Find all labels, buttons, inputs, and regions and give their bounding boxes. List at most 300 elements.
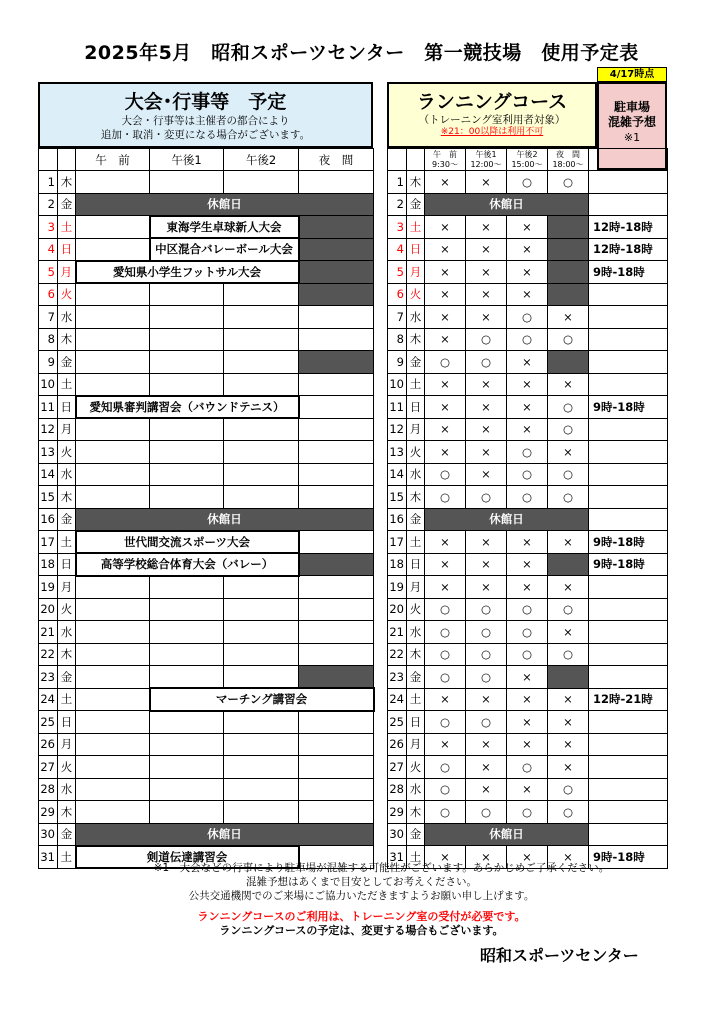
weekday: 日 xyxy=(58,711,76,734)
table-row xyxy=(388,733,668,756)
parking-header-note: ※1 xyxy=(623,131,641,144)
day-number: 31 xyxy=(39,846,58,869)
day-number: 4 xyxy=(39,238,58,261)
empty-cell xyxy=(76,576,150,599)
weekday: 土 xyxy=(58,216,76,239)
availability-mark: × xyxy=(466,306,507,329)
empty-cell xyxy=(150,801,224,824)
table-row xyxy=(39,216,374,239)
parking-cell xyxy=(589,193,668,216)
empty-cell xyxy=(76,643,150,666)
weekday: 月 xyxy=(58,733,76,756)
empty-cell xyxy=(150,733,224,756)
empty-cell xyxy=(299,756,374,779)
day-number: 27 xyxy=(388,756,407,779)
availability-mark: × xyxy=(507,238,548,261)
table-row xyxy=(39,823,374,846)
table-row xyxy=(39,778,374,801)
day-number: 3 xyxy=(39,216,58,239)
availability-mark: × xyxy=(507,283,548,306)
table-row xyxy=(39,396,374,419)
availability-mark: × xyxy=(548,756,589,779)
table-row xyxy=(39,688,374,711)
day-number: 14 xyxy=(39,463,58,486)
availability-mark: × xyxy=(425,373,466,396)
empty-cell xyxy=(76,418,150,441)
empty-cell xyxy=(150,643,224,666)
availability-mark: × xyxy=(507,261,548,284)
event-cell: 愛知県審判講習会（バウンドテニス） xyxy=(76,396,299,419)
event-cell: 愛知県小学生フットサル大会 xyxy=(76,261,299,284)
column-header: 午後1 xyxy=(150,149,224,171)
availability-mark: ○ xyxy=(507,643,548,666)
day-number: 27 xyxy=(39,756,58,779)
day-number: 15 xyxy=(39,486,58,509)
empty-cell xyxy=(150,351,224,374)
availability-mark: ○ xyxy=(548,463,589,486)
table-row xyxy=(39,553,374,576)
empty-cell xyxy=(150,756,224,779)
events-header-row xyxy=(39,149,374,171)
empty-cell xyxy=(224,621,299,644)
weekday: 月 xyxy=(407,576,425,599)
availability-mark: ○ xyxy=(466,351,507,374)
table-row xyxy=(39,576,374,599)
day-number: 20 xyxy=(388,598,407,621)
table-row xyxy=(39,306,374,329)
empty-cell xyxy=(224,666,299,689)
parking-cell xyxy=(589,756,668,779)
day-number: 7 xyxy=(388,306,407,329)
table-row xyxy=(388,486,668,509)
availability-mark: ○ xyxy=(507,621,548,644)
column-header-label: 午 前 xyxy=(433,149,457,159)
empty-cell xyxy=(76,216,150,239)
parking-cell: 9時-18時 xyxy=(589,396,668,419)
empty-cell xyxy=(76,463,150,486)
availability-mark: × xyxy=(425,396,466,419)
events-header xyxy=(38,82,373,148)
empty-cell xyxy=(150,283,224,306)
table-row xyxy=(39,531,374,554)
unavailable-cell xyxy=(299,666,374,689)
weekday: 土 xyxy=(407,846,425,869)
column-header: 午後2 xyxy=(224,149,299,171)
weekday: 火 xyxy=(58,283,76,306)
weekday: 火 xyxy=(407,756,425,779)
availability-mark: ○ xyxy=(425,711,466,734)
availability-mark: × xyxy=(507,396,548,419)
weekday: 土 xyxy=(407,531,425,554)
weekday: 木 xyxy=(407,801,425,824)
empty-cell xyxy=(224,171,299,194)
availability-mark: ○ xyxy=(548,778,589,801)
parking-cell xyxy=(589,733,668,756)
availability-mark: ○ xyxy=(425,486,466,509)
empty-cell xyxy=(299,373,374,396)
table-row xyxy=(39,373,374,396)
availability-mark: ○ xyxy=(425,756,466,779)
weekday: 火 xyxy=(407,598,425,621)
table-row xyxy=(39,598,374,621)
weekday: 土 xyxy=(58,531,76,554)
day-number: 1 xyxy=(388,171,407,194)
parking-cell xyxy=(589,711,668,734)
empty-cell xyxy=(299,441,374,464)
empty-cell xyxy=(76,238,150,261)
unavailable-cell xyxy=(299,261,374,284)
parking-cell xyxy=(589,328,668,351)
availability-mark: ○ xyxy=(466,801,507,824)
organization-name: 昭和スポーツセンター xyxy=(480,946,639,965)
availability-mark: × xyxy=(548,711,589,734)
table-row xyxy=(39,418,374,441)
weekday: 火 xyxy=(407,441,425,464)
availability-mark: × xyxy=(507,216,548,239)
table-row xyxy=(388,531,668,554)
empty-cell xyxy=(299,621,374,644)
column-header-time: 18:00～ xyxy=(552,159,584,169)
unavailable-cell xyxy=(548,261,589,284)
table-row xyxy=(388,441,668,464)
empty-cell xyxy=(150,373,224,396)
empty-cell xyxy=(76,733,150,756)
empty-cell xyxy=(76,306,150,329)
table-row xyxy=(39,801,374,824)
column-header-label: 午後2 xyxy=(516,149,538,159)
corner-cell xyxy=(39,149,58,171)
unavailable-cell xyxy=(548,351,589,374)
table-row xyxy=(39,621,374,644)
empty-cell xyxy=(224,598,299,621)
column-header xyxy=(425,149,466,171)
weekday: 月 xyxy=(407,733,425,756)
availability-mark: ○ xyxy=(507,306,548,329)
running-course-header xyxy=(387,82,597,148)
availability-mark: × xyxy=(466,756,507,779)
weekday: 金 xyxy=(407,823,425,846)
weekday: 金 xyxy=(58,508,76,531)
closed-day-cell: 休館日 xyxy=(76,508,374,531)
day-number: 20 xyxy=(39,598,58,621)
table-row xyxy=(388,621,668,644)
table-row xyxy=(388,328,668,351)
corner-cell xyxy=(407,149,425,171)
availability-mark: × xyxy=(425,531,466,554)
parking-cell xyxy=(589,463,668,486)
empty-cell xyxy=(224,643,299,666)
day-number: 4 xyxy=(388,238,407,261)
weekday: 月 xyxy=(58,418,76,441)
unavailable-cell xyxy=(548,553,589,576)
parking-cell xyxy=(589,508,668,531)
footer-note-4: ランニングコースのご利用は、トレーニング室の受付が必要です。 xyxy=(197,910,526,923)
availability-mark: × xyxy=(466,238,507,261)
day-number: 26 xyxy=(39,733,58,756)
availability-mark: × xyxy=(425,441,466,464)
unavailable-cell xyxy=(299,553,374,576)
parking-cell xyxy=(589,823,668,846)
availability-mark: ○ xyxy=(466,328,507,351)
empty-cell xyxy=(299,711,374,734)
weekday: 金 xyxy=(407,193,425,216)
empty-cell xyxy=(299,576,374,599)
empty-cell xyxy=(150,666,224,689)
empty-cell xyxy=(150,621,224,644)
empty-cell xyxy=(150,778,224,801)
parking-cell: 9時-18時 xyxy=(589,531,668,554)
table-row xyxy=(388,373,668,396)
parking-cell xyxy=(589,171,668,194)
table-row xyxy=(388,238,668,261)
table-row xyxy=(39,666,374,689)
day-number: 6 xyxy=(39,283,58,306)
parking-cell xyxy=(589,643,668,666)
empty-cell xyxy=(76,328,150,351)
availability-mark: × xyxy=(466,373,507,396)
day-number: 13 xyxy=(39,441,58,464)
availability-mark: × xyxy=(507,733,548,756)
day-number: 17 xyxy=(388,531,407,554)
availability-mark: × xyxy=(466,261,507,284)
availability-mark: × xyxy=(507,418,548,441)
availability-mark: × xyxy=(425,576,466,599)
day-number: 23 xyxy=(388,666,407,689)
availability-mark: × xyxy=(466,778,507,801)
day-number: 9 xyxy=(39,351,58,374)
availability-mark: ○ xyxy=(548,801,589,824)
availability-mark: × xyxy=(425,306,466,329)
unavailable-cell xyxy=(548,666,589,689)
day-number: 9 xyxy=(388,351,407,374)
event-cell: 世代間交流スポーツ大会 xyxy=(76,531,299,554)
empty-cell xyxy=(76,351,150,374)
availability-mark: ○ xyxy=(507,801,548,824)
availability-mark: × xyxy=(466,418,507,441)
table-row xyxy=(388,688,668,711)
day-number: 15 xyxy=(388,486,407,509)
weekday: 水 xyxy=(58,306,76,329)
day-number: 16 xyxy=(388,508,407,531)
day-number: 18 xyxy=(388,553,407,576)
availability-mark: × xyxy=(548,441,589,464)
day-number: 22 xyxy=(388,643,407,666)
empty-cell xyxy=(76,688,150,711)
day-number: 24 xyxy=(388,688,407,711)
weekday: 木 xyxy=(407,171,425,194)
availability-mark: × xyxy=(466,688,507,711)
table-row xyxy=(388,711,668,734)
availability-mark: ○ xyxy=(425,351,466,374)
day-number: 8 xyxy=(388,328,407,351)
empty-cell xyxy=(224,373,299,396)
weekday: 日 xyxy=(58,553,76,576)
weekday: 水 xyxy=(58,463,76,486)
table-row xyxy=(388,351,668,374)
availability-mark: × xyxy=(548,306,589,329)
table-row xyxy=(388,396,668,419)
day-number: 8 xyxy=(39,328,58,351)
availability-mark: × xyxy=(548,531,589,554)
availability-mark: × xyxy=(425,171,466,194)
availability-mark: ○ xyxy=(507,756,548,779)
availability-mark: ○ xyxy=(548,396,589,419)
empty-cell xyxy=(299,801,374,824)
column-header-label: 夜 間 xyxy=(556,149,580,159)
day-number: 23 xyxy=(39,666,58,689)
empty-cell xyxy=(299,171,374,194)
empty-cell xyxy=(76,756,150,779)
event-cell: 東海学生卓球新人大会 xyxy=(150,216,299,239)
availability-mark: × xyxy=(548,688,589,711)
day-number: 21 xyxy=(388,621,407,644)
table-row xyxy=(388,598,668,621)
weekday: 水 xyxy=(407,621,425,644)
day-number: 31 xyxy=(388,846,407,869)
events-header-line2: 追加・取消・変更になる場合がございます。 xyxy=(100,129,311,141)
day-number: 30 xyxy=(39,823,58,846)
running-course-subtitle: （トレーニング室利用者対象） xyxy=(418,114,566,126)
availability-mark: × xyxy=(466,576,507,599)
table-row xyxy=(39,463,374,486)
availability-mark: × xyxy=(425,688,466,711)
availability-mark: ○ xyxy=(466,486,507,509)
day-number: 30 xyxy=(388,823,407,846)
weekday: 水 xyxy=(58,621,76,644)
column-header: 夜 間 xyxy=(299,149,374,171)
empty-cell xyxy=(224,351,299,374)
empty-cell xyxy=(224,733,299,756)
availability-mark: ○ xyxy=(466,666,507,689)
column-header xyxy=(466,149,507,171)
day-number: 10 xyxy=(388,373,407,396)
day-number: 26 xyxy=(388,733,407,756)
availability-mark: ○ xyxy=(425,621,466,644)
footer-note-5: ランニングコースの予定は、変更する場合もございます。 xyxy=(219,924,504,937)
weekday: 水 xyxy=(407,306,425,329)
table-row xyxy=(388,418,668,441)
empty-cell xyxy=(76,283,150,306)
table-row xyxy=(39,261,374,284)
column-header-label: 午後1 xyxy=(475,149,497,159)
table-row xyxy=(388,306,668,329)
parking-cell xyxy=(589,283,668,306)
weekday: 土 xyxy=(407,373,425,396)
as-of-badge: 4/17時点 xyxy=(597,67,667,82)
table-row xyxy=(388,756,668,779)
empty-cell xyxy=(150,171,224,194)
event-cell: 高等学校総合体育大会（バレー） xyxy=(76,553,299,576)
availability-mark: ○ xyxy=(548,328,589,351)
weekday: 金 xyxy=(58,193,76,216)
weekday: 日 xyxy=(407,396,425,419)
availability-mark: ○ xyxy=(507,463,548,486)
table-row xyxy=(39,733,374,756)
table-row xyxy=(39,756,374,779)
empty-cell xyxy=(299,486,374,509)
table-row xyxy=(39,193,374,216)
empty-cell xyxy=(224,801,299,824)
empty-cell xyxy=(224,486,299,509)
empty-cell xyxy=(224,418,299,441)
availability-mark: × xyxy=(548,373,589,396)
closed-day-cell: 休館日 xyxy=(425,508,589,531)
empty-cell xyxy=(224,711,299,734)
availability-mark: × xyxy=(548,621,589,644)
weekday: 火 xyxy=(407,283,425,306)
empty-cell xyxy=(299,418,374,441)
footer-note-2: 混雑予想はあくまで目安としてお考えください。 xyxy=(246,876,477,888)
empty-cell xyxy=(299,531,374,554)
availability-mark: ○ xyxy=(548,171,589,194)
availability-mark: × xyxy=(507,351,548,374)
table-row xyxy=(388,666,668,689)
availability-mark: ○ xyxy=(425,598,466,621)
table-row xyxy=(39,171,374,194)
weekday: 土 xyxy=(407,688,425,711)
weekday: 木 xyxy=(58,328,76,351)
day-number: 16 xyxy=(39,508,58,531)
parking-cell xyxy=(589,373,668,396)
empty-cell xyxy=(299,306,374,329)
parking-cell xyxy=(589,666,668,689)
parking-header-line1: 駐車場 xyxy=(613,100,650,114)
empty-cell xyxy=(76,778,150,801)
column-header-time: 15:00～ xyxy=(511,159,543,169)
footer-note-1: ※1 大会などの行事により駐車場が混雑する可能性がございます。あらかじめご了承ください。 xyxy=(153,862,610,874)
running-course-note: ※21：00以降は利用不可 xyxy=(440,127,544,137)
weekday: 金 xyxy=(407,508,425,531)
weekday: 木 xyxy=(58,486,76,509)
parking-cell: 9時-18時 xyxy=(589,846,668,869)
parking-cell xyxy=(589,441,668,464)
table-row xyxy=(388,508,668,531)
availability-mark: × xyxy=(548,576,589,599)
weekday: 土 xyxy=(58,373,76,396)
empty-cell xyxy=(224,576,299,599)
empty-cell xyxy=(150,328,224,351)
availability-mark: × xyxy=(548,733,589,756)
availability-mark: × xyxy=(425,238,466,261)
running-header-row xyxy=(388,149,668,171)
weekday: 金 xyxy=(58,666,76,689)
unavailable-cell xyxy=(548,283,589,306)
availability-mark: × xyxy=(466,216,507,239)
availability-mark: × xyxy=(507,846,548,869)
parking-cell xyxy=(589,801,668,824)
parking-cell: 12時-21時 xyxy=(589,688,668,711)
availability-mark: ○ xyxy=(548,418,589,441)
availability-mark: × xyxy=(466,441,507,464)
empty-cell xyxy=(224,463,299,486)
column-header-time: 9:30～ xyxy=(432,159,458,169)
availability-mark: × xyxy=(507,531,548,554)
table-row xyxy=(388,261,668,284)
availability-mark: × xyxy=(507,576,548,599)
availability-mark: ○ xyxy=(466,711,507,734)
weekday: 土 xyxy=(58,846,76,869)
table-row xyxy=(388,553,668,576)
empty-cell xyxy=(299,328,374,351)
day-number: 25 xyxy=(39,711,58,734)
table-row xyxy=(39,283,374,306)
table-row xyxy=(388,778,668,801)
weekday: 月 xyxy=(58,576,76,599)
parking-cell xyxy=(589,418,668,441)
day-number: 22 xyxy=(39,643,58,666)
availability-mark: × xyxy=(507,553,548,576)
availability-mark: ○ xyxy=(425,666,466,689)
